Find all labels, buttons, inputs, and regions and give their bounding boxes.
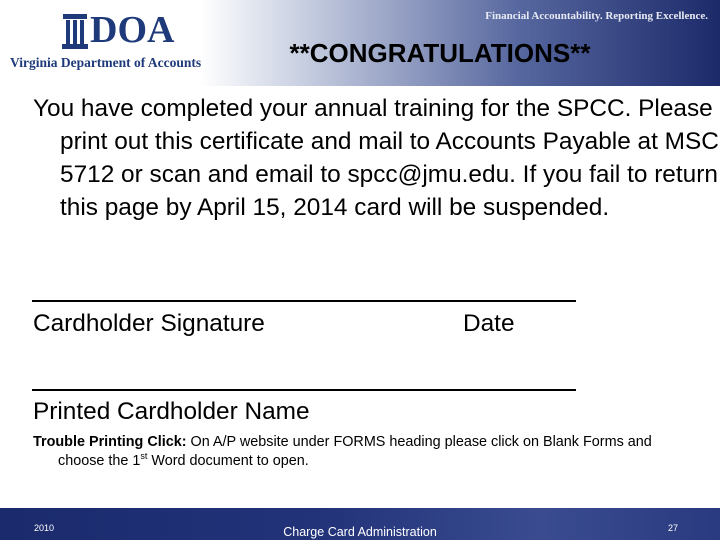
doa-pillar-logo-mark bbox=[60, 12, 90, 50]
date-label: Date bbox=[463, 310, 515, 337]
footer-year: 2010 bbox=[34, 523, 55, 533]
logo-subtitle: Virginia Department of Accounts bbox=[10, 55, 202, 70]
instructions-text: You have completed your annual training for the SPCC. Please print out this certificate and mail to Accounts Payable at MSC 5712 or scan and email to spcc@jmu.edu. If you fail to return this page by April 15, 2014 card will be suspended. bbox=[33, 95, 719, 221]
page-number: 27 bbox=[667, 523, 678, 533]
header-tagline: Financial Accountability. Reporting Excellence. bbox=[485, 10, 708, 22]
page-title: **CONGRATULATIONS** bbox=[289, 38, 591, 68]
doa-logo bbox=[10, 8, 205, 78]
printed-name-line bbox=[32, 389, 576, 391]
signature-line bbox=[32, 300, 576, 302]
footer-title: Charge Card Administration bbox=[283, 525, 437, 539]
logo-doa-text: DOA bbox=[90, 9, 175, 51]
trouble-printing-note bbox=[33, 433, 698, 471]
trouble-text-part-1: On A/P website under FORMS heading please click on Blank Forms and choose the 1 bbox=[58, 434, 652, 469]
printed-name-label: Printed Cardholder Name bbox=[33, 398, 310, 425]
ordinal-suffix: st bbox=[140, 451, 148, 461]
cardholder-signature-label: Cardholder Signature bbox=[33, 310, 265, 337]
trouble-printing-lead: Trouble Printing Click: bbox=[33, 434, 187, 450]
footer-bar bbox=[0, 508, 720, 540]
trouble-text-part-2: Word document to open. bbox=[147, 453, 309, 469]
